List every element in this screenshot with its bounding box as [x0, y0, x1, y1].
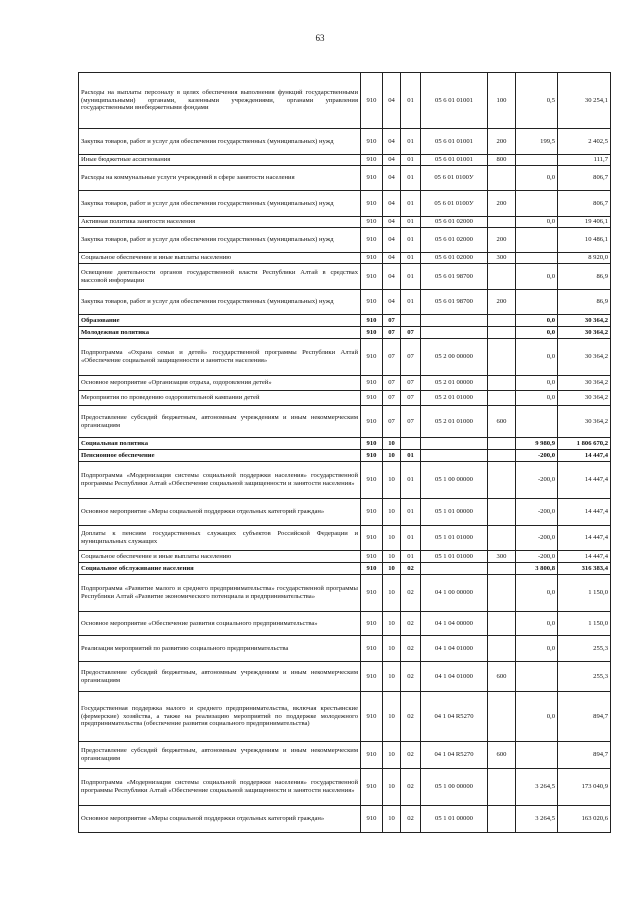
grbs-code-cell: 910 — [361, 551, 383, 563]
total-amount-cell: 30 364,2 — [558, 391, 611, 406]
total-amount-cell: 30 364,2 — [558, 376, 611, 391]
row-name-cell: Социальное обслуживание населения — [79, 563, 361, 575]
change-amount-cell: -200,0 — [516, 450, 558, 462]
total-amount-cell: 30 364,2 — [558, 339, 611, 376]
grbs-code-cell: 910 — [361, 563, 383, 575]
table-row — [79, 692, 611, 742]
table-row — [79, 155, 611, 166]
change-amount-cell: 0,0 — [516, 339, 558, 376]
table-row — [79, 191, 611, 217]
grbs-code-cell: 910 — [361, 129, 383, 155]
expense-type-cell — [488, 612, 516, 636]
expense-type-cell: 200 — [488, 228, 516, 253]
target-article-cell: 05 1 01 00000 — [421, 806, 488, 833]
grbs-code-cell: 910 — [361, 391, 383, 406]
subsection-code-cell: 01 — [401, 462, 421, 499]
target-article-cell: 04 1 04 R5270 — [421, 742, 488, 769]
total-amount-cell: 894,7 — [558, 742, 611, 769]
table-row — [79, 575, 611, 612]
grbs-code-cell: 910 — [361, 612, 383, 636]
grbs-code-cell: 910 — [361, 228, 383, 253]
target-article-cell: 05 6 01 01001 — [421, 155, 488, 166]
row-name-cell: Реализация мероприятий по развитию социального предпринимательства — [79, 636, 361, 662]
expense-type-cell: 600 — [488, 742, 516, 769]
expense-type-cell — [488, 636, 516, 662]
table-row — [79, 315, 611, 327]
table-row — [79, 526, 611, 551]
section-code-cell: 10 — [383, 742, 401, 769]
target-article-cell: 05 2 00 00000 — [421, 339, 488, 376]
grbs-code-cell: 910 — [361, 692, 383, 742]
total-amount-cell: 173 040,9 — [558, 769, 611, 806]
table-row — [79, 264, 611, 290]
section-code-cell: 07 — [383, 327, 401, 339]
change-amount-cell: -200,0 — [516, 499, 558, 526]
budget-table-body — [79, 73, 611, 833]
subsection-code-cell: 02 — [401, 575, 421, 612]
subsection-code-cell: 02 — [401, 612, 421, 636]
row-name-cell: Подпрограмма «Модернизация системы социальной поддержки населения» государственной программы Республики Алтай «Обеспечение социальной защищенности и занятости населения» — [79, 462, 361, 499]
row-name-cell: Расходы на коммунальные услуги учреждений в сфере занятости населения — [79, 166, 361, 191]
total-amount-cell: 86,9 — [558, 290, 611, 315]
target-article-cell: 05 1 01 01000 — [421, 551, 488, 563]
total-amount-cell: 111,7 — [558, 155, 611, 166]
change-amount-cell — [516, 662, 558, 692]
section-code-cell: 04 — [383, 166, 401, 191]
section-code-cell: 07 — [383, 391, 401, 406]
budget-table — [78, 72, 611, 833]
subsection-code-cell: 01 — [401, 129, 421, 155]
subsection-code-cell: 01 — [401, 217, 421, 228]
grbs-code-cell: 910 — [361, 450, 383, 462]
subsection-code-cell: 07 — [401, 376, 421, 391]
section-code-cell: 10 — [383, 450, 401, 462]
total-amount-cell: 1 150,0 — [558, 575, 611, 612]
grbs-code-cell: 910 — [361, 253, 383, 264]
change-amount-cell — [516, 228, 558, 253]
subsection-code-cell: 07 — [401, 391, 421, 406]
change-amount-cell: 199,5 — [516, 129, 558, 155]
total-amount-cell: 2 402,5 — [558, 129, 611, 155]
target-article-cell: 05 6 01 01001 — [421, 73, 488, 129]
row-name-cell: Подпрограмма «Модернизация системы социальной поддержки населения» государственной программы Республики Алтай «Обеспечение социальной защищенности и занятости населения» — [79, 769, 361, 806]
section-code-cell: 07 — [383, 406, 401, 438]
change-amount-cell: 0,0 — [516, 315, 558, 327]
expense-type-cell: 600 — [488, 406, 516, 438]
subsection-code-cell: 02 — [401, 563, 421, 575]
table-row — [79, 612, 611, 636]
row-name-cell: Образование — [79, 315, 361, 327]
total-amount-cell: 8 920,0 — [558, 253, 611, 264]
section-code-cell: 10 — [383, 499, 401, 526]
section-code-cell: 07 — [383, 339, 401, 376]
change-amount-cell: 0,0 — [516, 636, 558, 662]
expense-type-cell — [488, 391, 516, 406]
subsection-code-cell: 01 — [401, 499, 421, 526]
section-code-cell: 04 — [383, 290, 401, 315]
table-row — [79, 806, 611, 833]
change-amount-cell: -200,0 — [516, 551, 558, 563]
total-amount-cell: 1 150,0 — [558, 612, 611, 636]
subsection-code-cell: 07 — [401, 327, 421, 339]
row-name-cell: Иные бюджетные ассигнования — [79, 155, 361, 166]
expense-type-cell — [488, 217, 516, 228]
table-row — [79, 662, 611, 692]
target-article-cell: 05 1 00 00000 — [421, 769, 488, 806]
total-amount-cell: 255,3 — [558, 662, 611, 692]
section-code-cell: 04 — [383, 155, 401, 166]
table-row — [79, 166, 611, 191]
subsection-code-cell: 01 — [401, 526, 421, 551]
target-article-cell — [421, 327, 488, 339]
grbs-code-cell: 910 — [361, 662, 383, 692]
subsection-code-cell: 01 — [401, 228, 421, 253]
total-amount-cell: 14 447,4 — [558, 551, 611, 563]
total-amount-cell: 806,7 — [558, 191, 611, 217]
subsection-code-cell: 02 — [401, 769, 421, 806]
change-amount-cell: 0,0 — [516, 327, 558, 339]
target-article-cell — [421, 315, 488, 327]
table-row — [79, 636, 611, 662]
row-name-cell: Основное мероприятие «Обеспечение развития социального предпринимательства» — [79, 612, 361, 636]
section-code-cell: 10 — [383, 662, 401, 692]
change-amount-cell: 0,0 — [516, 612, 558, 636]
change-amount-cell — [516, 253, 558, 264]
total-amount-cell: 86,9 — [558, 264, 611, 290]
grbs-code-cell: 910 — [361, 499, 383, 526]
subsection-code-cell: 02 — [401, 636, 421, 662]
row-name-cell: Государственная поддержка малого и среднего предпринимательства, включая крестьянские (фермерские) хозяйства, а также на реализацию мероприятий по поддержке молодежного предпринимательства (обеспечение развития социального предпринимательства) — [79, 692, 361, 742]
table-row — [79, 217, 611, 228]
target-article-cell: 05 6 01 98700 — [421, 290, 488, 315]
expense-type-cell — [488, 575, 516, 612]
grbs-code-cell: 910 — [361, 376, 383, 391]
section-code-cell: 04 — [383, 253, 401, 264]
target-article-cell — [421, 450, 488, 462]
expense-type-cell: 200 — [488, 290, 516, 315]
target-article-cell: 04 1 04 01000 — [421, 662, 488, 692]
subsection-code-cell: 07 — [401, 339, 421, 376]
section-code-cell: 10 — [383, 769, 401, 806]
table-row — [79, 406, 611, 438]
grbs-code-cell: 910 — [361, 264, 383, 290]
row-name-cell: Подпрограмма «Развитие малого и среднего предпринимательства» государственной программы Республики Алтай «Развитие экономического потенциала и предпринимательства» — [79, 575, 361, 612]
grbs-code-cell: 910 — [361, 742, 383, 769]
change-amount-cell — [516, 155, 558, 166]
target-article-cell: 05 2 01 01000 — [421, 391, 488, 406]
table-row — [79, 391, 611, 406]
change-amount-cell: 3 264,5 — [516, 769, 558, 806]
grbs-code-cell: 910 — [361, 575, 383, 612]
row-name-cell: Предоставление субсидий бюджетным, автономным учреждениям и иным некоммерческим организациям — [79, 742, 361, 769]
section-code-cell: 04 — [383, 73, 401, 129]
row-name-cell: Доплаты к пенсиям государственных служащих субъектов Российской Федерации и муниципальных служащих — [79, 526, 361, 551]
total-amount-cell: 316 383,4 — [558, 563, 611, 575]
section-code-cell: 10 — [383, 692, 401, 742]
subsection-code-cell: 07 — [401, 406, 421, 438]
total-amount-cell: 14 447,4 — [558, 526, 611, 551]
expense-type-cell: 300 — [488, 253, 516, 264]
change-amount-cell: 0,5 — [516, 73, 558, 129]
expense-type-cell: 200 — [488, 191, 516, 217]
section-code-cell: 10 — [383, 575, 401, 612]
subsection-code-cell: 02 — [401, 742, 421, 769]
table-row — [79, 450, 611, 462]
grbs-code-cell: 910 — [361, 438, 383, 450]
table-row — [79, 499, 611, 526]
subsection-code-cell: 01 — [401, 264, 421, 290]
total-amount-cell: 30 364,2 — [558, 315, 611, 327]
section-code-cell: 04 — [383, 129, 401, 155]
total-amount-cell: 30 364,2 — [558, 327, 611, 339]
target-article-cell: 05 6 01 02000 — [421, 217, 488, 228]
expense-type-cell — [488, 499, 516, 526]
target-article-cell: 05 1 00 00000 — [421, 462, 488, 499]
subsection-code-cell: 01 — [401, 155, 421, 166]
total-amount-cell: 10 486,1 — [558, 228, 611, 253]
change-amount-cell: 0,0 — [516, 217, 558, 228]
row-name-cell: Предоставление субсидий бюджетным, автономным учреждениям и иным некоммерческим организациям — [79, 662, 361, 692]
target-article-cell: 04 1 04 00000 — [421, 612, 488, 636]
section-code-cell: 04 — [383, 228, 401, 253]
expense-type-cell — [488, 315, 516, 327]
target-article-cell: 04 1 04 R5270 — [421, 692, 488, 742]
grbs-code-cell: 910 — [361, 191, 383, 217]
change-amount-cell: 3 264,5 — [516, 806, 558, 833]
row-name-cell: Основное мероприятие «Меры социальной поддержки отдельных категорий граждан» — [79, 806, 361, 833]
expense-type-cell — [488, 692, 516, 742]
grbs-code-cell: 910 — [361, 290, 383, 315]
row-name-cell: Мероприятия по проведению оздоровительной кампании детей — [79, 391, 361, 406]
subsection-code-cell: 01 — [401, 450, 421, 462]
target-article-cell: 05 1 01 00000 — [421, 499, 488, 526]
subsection-code-cell: 01 — [401, 191, 421, 217]
row-name-cell: Пенсионное обеспечение — [79, 450, 361, 462]
row-name-cell: Социальная политика — [79, 438, 361, 450]
target-article-cell: 04 1 04 01000 — [421, 636, 488, 662]
row-name-cell: Подпрограмма «Охрана семьи и детей» государственной программы Республики Алтай «Обеспечение социальной защищенности и занятости населения» — [79, 339, 361, 376]
table-row — [79, 769, 611, 806]
total-amount-cell: 806,7 — [558, 166, 611, 191]
expense-type-cell: 800 — [488, 155, 516, 166]
change-amount-cell: 9 980,9 — [516, 438, 558, 450]
table-row — [79, 327, 611, 339]
grbs-code-cell: 910 — [361, 217, 383, 228]
expense-type-cell — [488, 462, 516, 499]
total-amount-cell: 255,3 — [558, 636, 611, 662]
target-article-cell — [421, 438, 488, 450]
total-amount-cell: 1 806 670,2 — [558, 438, 611, 450]
table-row — [79, 339, 611, 376]
grbs-code-cell: 910 — [361, 636, 383, 662]
table-row — [79, 290, 611, 315]
change-amount-cell: 0,0 — [516, 264, 558, 290]
grbs-code-cell: 910 — [361, 155, 383, 166]
table-row — [79, 129, 611, 155]
target-article-cell: 04 1 00 00000 — [421, 575, 488, 612]
table-row — [79, 462, 611, 499]
section-code-cell: 04 — [383, 191, 401, 217]
target-article-cell: 05 6 01 0100У — [421, 191, 488, 217]
change-amount-cell: 0,0 — [516, 376, 558, 391]
total-amount-cell: 14 447,4 — [558, 462, 611, 499]
expense-type-cell — [488, 526, 516, 551]
subsection-code-cell — [401, 315, 421, 327]
subsection-code-cell: 02 — [401, 662, 421, 692]
section-code-cell: 10 — [383, 612, 401, 636]
expense-type-cell — [488, 450, 516, 462]
expense-type-cell — [488, 339, 516, 376]
target-article-cell: 05 2 01 00000 — [421, 376, 488, 391]
change-amount-cell — [516, 290, 558, 315]
grbs-code-cell: 910 — [361, 406, 383, 438]
grbs-code-cell: 910 — [361, 806, 383, 833]
target-article-cell: 05 6 01 0100У — [421, 166, 488, 191]
target-article-cell — [421, 563, 488, 575]
total-amount-cell: 30 364,2 — [558, 406, 611, 438]
table-row — [79, 438, 611, 450]
row-name-cell: Предоставление субсидий бюджетным, автономным учреждениям и иным некоммерческим организациям — [79, 406, 361, 438]
subsection-code-cell — [401, 438, 421, 450]
total-amount-cell: 19 406,1 — [558, 217, 611, 228]
subsection-code-cell: 01 — [401, 253, 421, 264]
row-name-cell: Активная политика занятости населения — [79, 217, 361, 228]
subsection-code-cell: 02 — [401, 692, 421, 742]
section-code-cell: 07 — [383, 376, 401, 391]
section-code-cell: 04 — [383, 264, 401, 290]
change-amount-cell: -200,0 — [516, 526, 558, 551]
expense-type-cell: 600 — [488, 662, 516, 692]
expense-type-cell — [488, 806, 516, 833]
table-row — [79, 742, 611, 769]
total-amount-cell: 14 447,4 — [558, 450, 611, 462]
row-name-cell: Закупка товаров, работ и услуг для обеспечения государственных (муниципальных) нужд — [79, 228, 361, 253]
table-row — [79, 376, 611, 391]
change-amount-cell: 0,0 — [516, 391, 558, 406]
row-name-cell: Закупка товаров, работ и услуг для обеспечения государственных (муниципальных) нужд — [79, 129, 361, 155]
total-amount-cell: 14 447,4 — [558, 499, 611, 526]
section-code-cell: 10 — [383, 462, 401, 499]
row-name-cell: Основное мероприятие «Организация отдыха, оздоровления детей» — [79, 376, 361, 391]
expense-type-cell: 300 — [488, 551, 516, 563]
grbs-code-cell: 910 — [361, 315, 383, 327]
grbs-code-cell: 910 — [361, 73, 383, 129]
target-article-cell: 05 6 01 01001 — [421, 129, 488, 155]
table-row — [79, 551, 611, 563]
table-row — [79, 228, 611, 253]
section-code-cell: 10 — [383, 526, 401, 551]
section-code-cell: 10 — [383, 636, 401, 662]
grbs-code-cell: 910 — [361, 327, 383, 339]
expense-type-cell — [488, 376, 516, 391]
grbs-code-cell: 910 — [361, 339, 383, 376]
section-code-cell: 10 — [383, 551, 401, 563]
change-amount-cell — [516, 191, 558, 217]
expense-type-cell — [488, 563, 516, 575]
target-article-cell: 05 6 01 02000 — [421, 228, 488, 253]
section-code-cell: 04 — [383, 217, 401, 228]
expense-type-cell — [488, 438, 516, 450]
grbs-code-cell: 910 — [361, 462, 383, 499]
section-code-cell: 07 — [383, 315, 401, 327]
change-amount-cell: 0,0 — [516, 692, 558, 742]
section-code-cell: 10 — [383, 438, 401, 450]
subsection-code-cell: 01 — [401, 73, 421, 129]
page-number: 63 — [315, 33, 325, 43]
change-amount-cell: 3 800,8 — [516, 563, 558, 575]
subsection-code-cell: 01 — [401, 166, 421, 191]
total-amount-cell: 163 020,6 — [558, 806, 611, 833]
row-name-cell: Социальное обеспечение и иные выплаты населению — [79, 253, 361, 264]
row-name-cell: Основное мероприятие «Меры социальной поддержки отдельных категорий граждан» — [79, 499, 361, 526]
change-amount-cell — [516, 742, 558, 769]
subsection-code-cell: 01 — [401, 551, 421, 563]
expense-type-cell — [488, 327, 516, 339]
row-name-cell: Закупка товаров, работ и услуг для обеспечения государственных (муниципальных) нужд — [79, 290, 361, 315]
subsection-code-cell: 02 — [401, 806, 421, 833]
table-row — [79, 563, 611, 575]
section-code-cell: 10 — [383, 563, 401, 575]
target-article-cell: 05 1 01 01000 — [421, 526, 488, 551]
section-code-cell: 10 — [383, 806, 401, 833]
table-row — [79, 73, 611, 129]
expense-type-cell: 200 — [488, 129, 516, 155]
row-name-cell: Социальное обеспечение и иные выплаты населению — [79, 551, 361, 563]
total-amount-cell: 30 254,1 — [558, 73, 611, 129]
target-article-cell: 05 2 01 01000 — [421, 406, 488, 438]
grbs-code-cell: 910 — [361, 166, 383, 191]
row-name-cell: Освещение деятельности органов государственной власти Республики Алтай в средствах массовой информации — [79, 264, 361, 290]
change-amount-cell: 0,0 — [516, 166, 558, 191]
target-article-cell: 05 6 01 02000 — [421, 253, 488, 264]
expense-type-cell: 100 — [488, 73, 516, 129]
grbs-code-cell: 910 — [361, 526, 383, 551]
change-amount-cell: 0,0 — [516, 575, 558, 612]
expense-type-cell — [488, 264, 516, 290]
change-amount-cell: -200,0 — [516, 462, 558, 499]
expense-type-cell — [488, 166, 516, 191]
row-name-cell: Молодежная политика — [79, 327, 361, 339]
target-article-cell: 05 6 01 98700 — [421, 264, 488, 290]
row-name-cell: Расходы на выплаты персоналу в целях обеспечения выполнения функций государственными (муниципальными) органами, казенными учреждениями, органами управления государственными внебюджетными фондами — [79, 73, 361, 129]
subsection-code-cell: 01 — [401, 290, 421, 315]
expense-type-cell — [488, 769, 516, 806]
change-amount-cell — [516, 406, 558, 438]
total-amount-cell: 894,7 — [558, 692, 611, 742]
table-row — [79, 253, 611, 264]
row-name-cell: Закупка товаров, работ и услуг для обеспечения государственных (муниципальных) нужд — [79, 191, 361, 217]
grbs-code-cell: 910 — [361, 769, 383, 806]
